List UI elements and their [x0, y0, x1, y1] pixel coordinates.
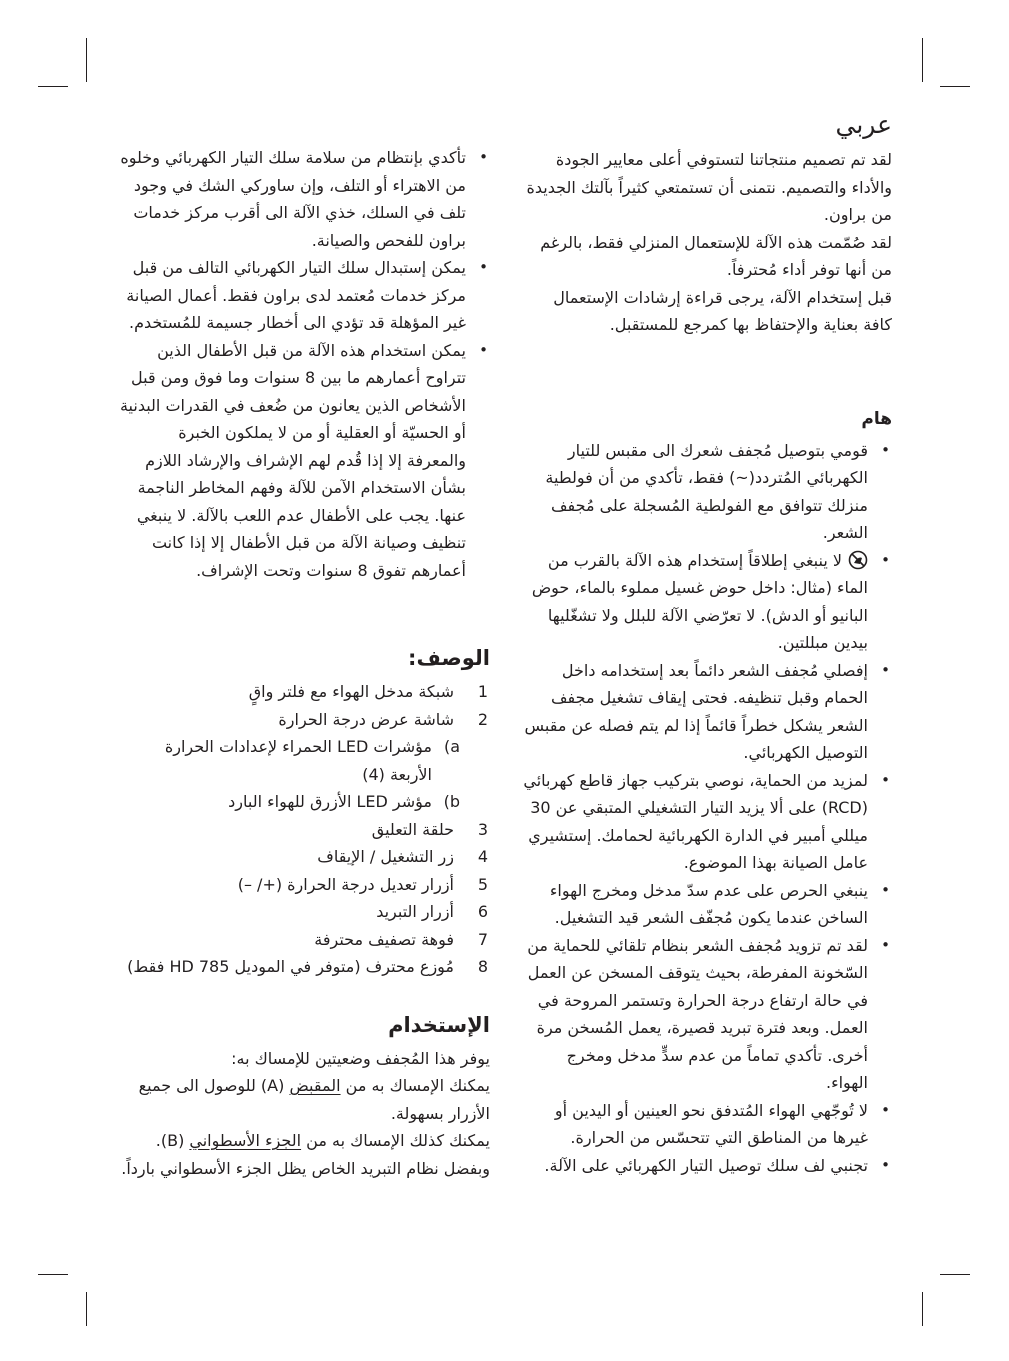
- item-text: مؤشر LED الأزرق للهواء البارد: [228, 792, 432, 811]
- intro-paragraph-1: لقد تم تصميم منتجاتنا لتستوفي أعلى معايير الجودة والأداء والتصميم. نتمنى أن تستمتعي كثيراً بآلتك الجديدة من براون.: [526, 150, 892, 224]
- item-text: أزرار تعديل درجة الحرارة (+/ –): [237, 874, 454, 894]
- bullet-icon: •: [881, 550, 890, 569]
- bullet-icon: •: [881, 1155, 890, 1174]
- intro-paragraph-2: لقد صُمّمت هذه الآلة للإستعمال المنزلي فقط، بالرغم من أنها توفر أداء مُحترفاً.: [540, 232, 892, 279]
- handle-term: المقبض: [289, 1076, 341, 1095]
- description-item: [118, 926, 490, 954]
- bullet-icon: •: [479, 258, 488, 276]
- description-item: [118, 898, 490, 926]
- barrel-term: الجزء الأسطواني: [189, 1131, 302, 1150]
- item-text: زر التشغيل / الإيقاف: [317, 847, 454, 866]
- bullet-icon: •: [881, 880, 890, 899]
- crop-mark: [38, 1274, 68, 1275]
- list-item: • لا ينبغي إطلاقاً إستخدام هذه الآلة بالقرب من الماء (مثال: داخل حوض غسيل مملوء بالماء، حوض البانيو أو الدش). لا تعرّضي الآلة للبلل ولا تشغّليها بيدين مبللتين.: [520, 547, 892, 657]
- list-item: • لمزيد من الحماية، نوصي بتركيب جهاز قاطع كهربائي (RCD) على ألا يزيد التيار التشغيلي المتبقي عن 30 ميللي أمبير في الدارة الكهربائية لحمامك. إستشيري عامل الصيانة بهذا الموضوع.: [520, 767, 892, 877]
- bullet-icon: •: [881, 770, 890, 789]
- item-number: 5: [477, 874, 488, 894]
- crop-mark: [922, 1292, 923, 1326]
- description-item: [118, 843, 490, 871]
- crop-mark: [86, 38, 87, 82]
- item-number: 3: [477, 819, 488, 839]
- right-column: [520, 108, 892, 1179]
- usage-line-4: وبفضل نظام التبريد الخاص يظل الجزء الأسطواني بارداً.: [121, 1158, 490, 1178]
- item-text: مؤشرات LED الحمراء لإعدادات الحرارة الأربعة (4): [164, 737, 432, 784]
- language-title: عربي: [835, 110, 892, 139]
- item-number: 4: [477, 847, 488, 866]
- usage-line-3: يمكنك كذلك الإمساك به من الجزء الأسطواني (B).: [155, 1131, 490, 1150]
- list-item: • لا تُوجّهي الهواء المُتدفق نحو العينين أو اليدين أو غيرها من المناطق التي تتحسّس من الحرارة.: [520, 1097, 892, 1152]
- list-item: • لقد تم تزويد مُجفف الشعر بنظام تلقائي للحماية من السّخونة المفرطة، بحيث يتوقف المسخن عن العمل في حالة ارتفاع درجة الحرارة وتستمر المروحة في العمل. وبعد فترة تبريد قصيرة، يعمل المُسخن مرة أخرى. تأكدي تماماً من عدم سدٍّ مدخل ومخرج الهواء.: [520, 932, 892, 1097]
- item-number: b): [443, 792, 460, 811]
- item-number: 6: [477, 902, 488, 921]
- crop-mark: [86, 1292, 87, 1326]
- usage-title: الإستخدام: [388, 1012, 490, 1037]
- item-text: شاشة عرض درجة الحرارة: [278, 709, 454, 729]
- list-item: • تأكدي بإنتظام من سلامة سلك التيار الكهربائي وخلوه من الاهتراء أو التلف، وإن ساوركي الشك في وجود تلف في السلك، خذي الآلة الى أقرب مركز خدمات براون للفحص والصيانة.: [118, 144, 490, 254]
- description-item: [118, 678, 490, 706]
- item-number: 7: [477, 929, 488, 949]
- item-number: 1: [477, 682, 488, 701]
- important-list-continued: [118, 144, 490, 584]
- usage-line-1: يوفر هذا المُجفف وضعيتين للإمساك به:: [231, 1048, 490, 1068]
- crop-mark: [940, 86, 970, 87]
- important-title: هام: [861, 408, 892, 429]
- list-item: • إفصلي مُجفف الشعر دائماً بعد إستخدامه داخل الحمام وقبل تنظيفه. فحتى إيقاف تشغيل مجفف الشعر يشكل خطراً قائماً إذا لم يتم فصله عن مقبس التوصيل الكهربائي.: [520, 657, 892, 767]
- item-text: فوهة تصفيف محترفة: [314, 929, 454, 949]
- description-list: [118, 678, 490, 981]
- item-text: شبكة مدخل الهواء مع فلتر واقٍ: [248, 682, 454, 701]
- item-text: حلقة التعليق: [371, 819, 454, 839]
- bullet-icon: •: [881, 935, 890, 954]
- bullet-icon: •: [881, 660, 890, 679]
- crop-mark: [940, 1274, 970, 1275]
- list-item: • ينبغي الحرص على عدم سدّ مدخل ومخرج الهواء الساخن عندما يكون مُجفّف الشعر قيد التشغيل.: [520, 877, 892, 932]
- description-item: [118, 733, 490, 788]
- left-column: [118, 144, 490, 1182]
- description-item: [118, 788, 490, 816]
- usage-line-2: يمكنك الإمساك به من المقبض (A) للوصول الى جميع الأزرار بسهولة.: [138, 1076, 490, 1123]
- crop-mark: [38, 86, 68, 87]
- bullet-icon: •: [479, 340, 488, 359]
- bullet-icon: •: [881, 1100, 890, 1119]
- list-item: • قومي بتوصيل مُجفف شعرك الى مقبس للتيار الكهربائي المُتردد(~) فقط، تأكدي من أن فولطية منزلك تتوافق مع الفولطية المُسجلة على مُجفف الشعر.: [520, 437, 892, 547]
- bullet-icon: •: [881, 440, 890, 459]
- description-item: [118, 816, 490, 844]
- description-item: [118, 953, 490, 981]
- item-number: a): [443, 737, 460, 756]
- item-number: 2: [477, 709, 488, 729]
- item-text: مُوزع محترف (متوفر في الموديل HD 785 فقط): [127, 957, 454, 976]
- list-item: • يمكن استخدام هذه الآلة من قبل الأطفال الذين تتراوح أعمارهم ما بين 8 سنوات وما فوق ومن قبل الأشخاص الذين يعانون من ضُعف في القدرات البدنية أو الحسيّة أو العقلية أو من لا يملكون الخبرة والمعرفة إلا إذا قُدم لهم الإشراف والإرشاد اللازم بشأن الاستخدام الآمن للآلة وفهم المخاطر الناجمة عنها. يجب على الأطفال عدم اللعب بالآلة. لا ينبغي تنظيف وصيانة الآلة من قبل الأطفال إلا إذا كانت أعمارهم تفوق 8 سنوات وتحت الإشراف.: [118, 337, 490, 585]
- item-number: 8: [477, 957, 488, 976]
- item-text: أزرار التبريد: [376, 902, 454, 921]
- list-item: • تجنبي لف سلك توصيل التيار الكهربائي على الآلة.: [520, 1152, 892, 1180]
- description-title: الوصف:: [408, 646, 490, 670]
- list-item: • يمكن إستبدال سلك التيار الكهربائي التالف من قبل مركز خدمات مُعتمد لدى براون فقط. أعمال الصيانة غير المؤهلة قد تؤدي الى أخطار جسيمة للمُستخدم.: [118, 254, 490, 337]
- bullet-icon: •: [479, 148, 488, 166]
- description-item: [118, 706, 490, 734]
- important-list: [520, 437, 892, 1180]
- intro-paragraph-3: قبل إستخدام الآلة، يرجى قراءة إرشادات الإستعمال كافة بعناية والإحتفاظ بها كمرجع للمستقبل.: [553, 287, 892, 334]
- crop-mark: [922, 38, 923, 82]
- description-item: [118, 871, 490, 899]
- no-water-icon: [848, 550, 868, 570]
